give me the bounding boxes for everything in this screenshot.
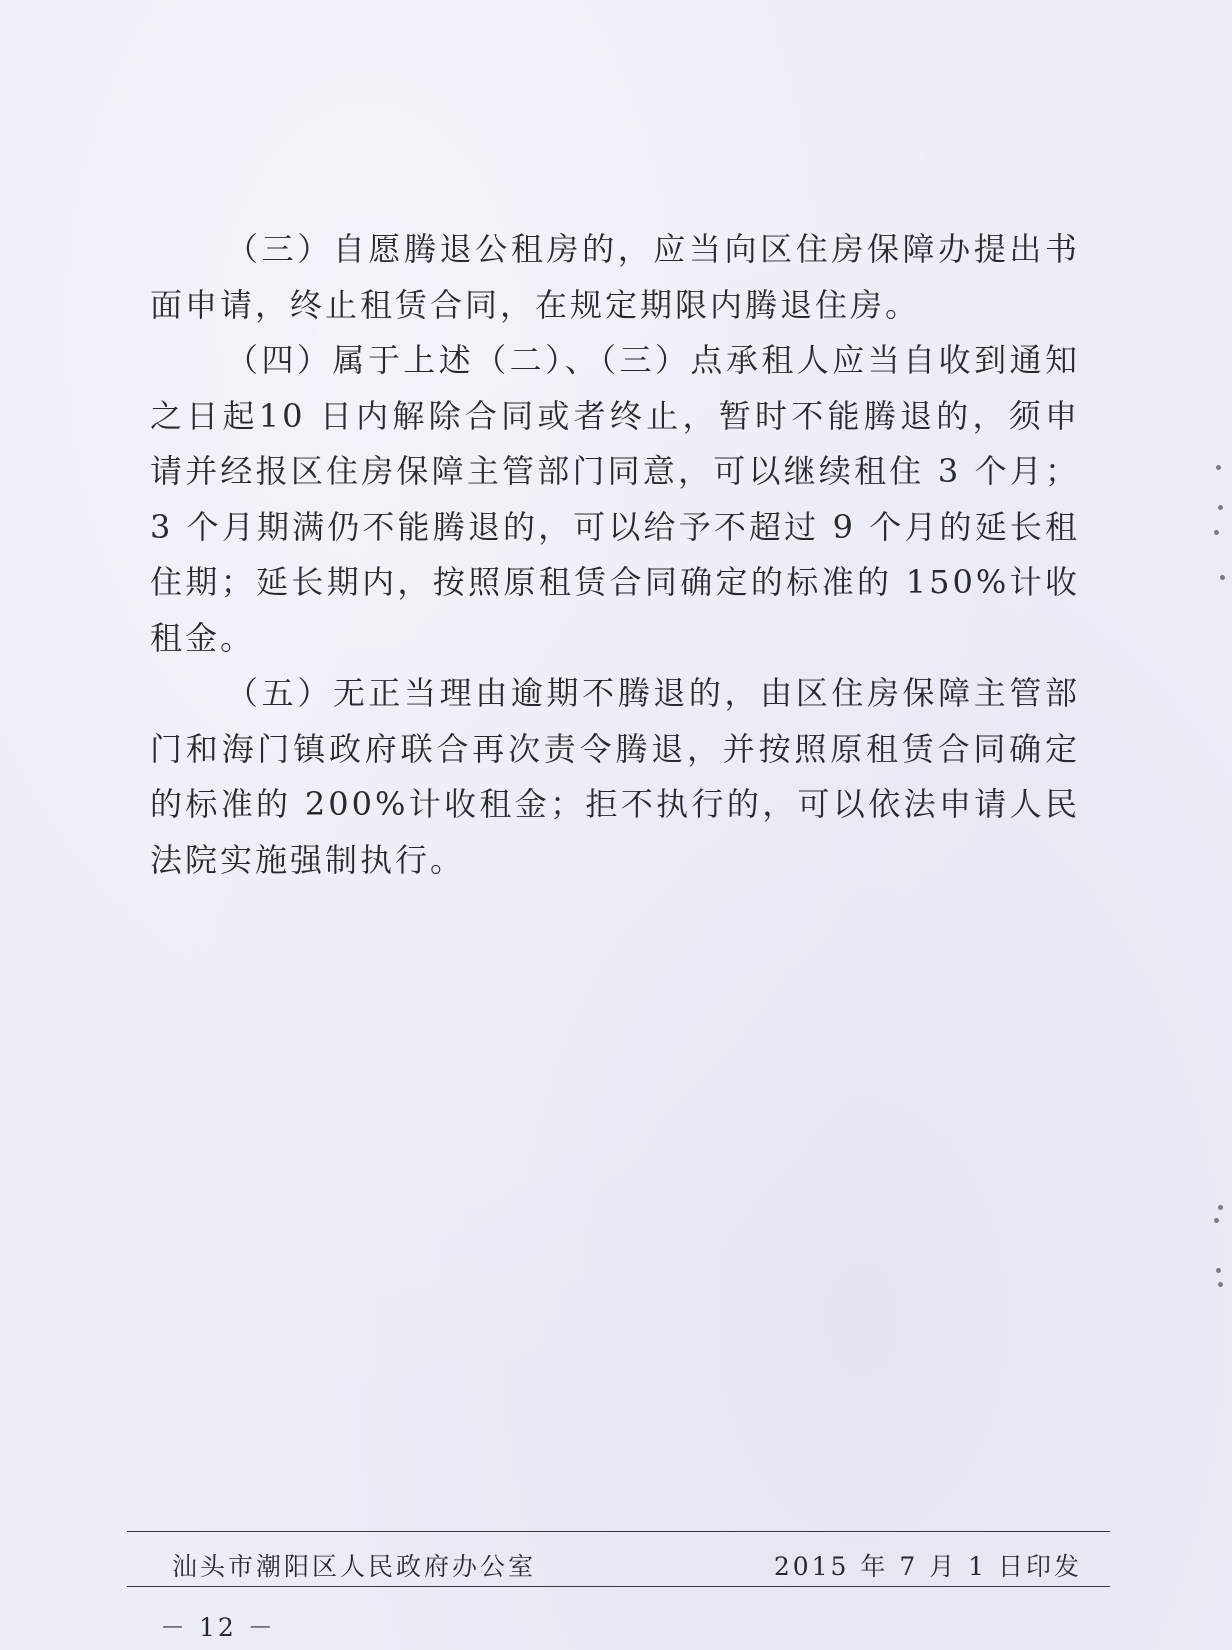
footer-top-rule (127, 1531, 1110, 1532)
binding-mark (1214, 530, 1219, 535)
issue-date: 2015 年 7 月 1 日印发 (773, 1552, 1082, 1581)
paragraph-3: （三）自愿腾退公租房的，应当向区住房保障办提出书面申请，终止租赁合同，在规定期限内腾退住房。 (150, 230, 1080, 324)
paragraph-5: （五）无正当理由逾期不腾退的，由区住房保障主管部门和海门镇政府联合再次责令腾退，并按照原租赁合同确定的标准的 200%计收租金；拒不执行的，可以依法申请人民法院实施强制执行。 (150, 674, 1080, 879)
binding-mark (1220, 575, 1225, 580)
binding-mark (1216, 465, 1221, 470)
document-body (150, 222, 1080, 888)
issuer-name: 汕头市潮阳区人民政府办公室 (172, 1552, 537, 1581)
binding-mark (1218, 1205, 1223, 1210)
footer-bottom-rule (127, 1586, 1110, 1587)
binding-mark (1214, 1218, 1219, 1223)
binding-mark (1218, 1282, 1223, 1287)
binding-mark (1218, 505, 1223, 510)
page-number: － 12 － (160, 1613, 276, 1642)
paragraph-4: （四）属于上述（二）、（三）点承租人应当自收到通知之日起10 日内解除合同或者终止，暂时不能腾退的，须申请并经报区住房保障主管部门同意，可以继续租住 3 个月；3 个月期满仍不能腾退的，可以给予不超过 9 个月的延长租住期；延长期内，按照原租赁合同确定的标准的 150%计收租金。 (150, 341, 1080, 657)
binding-mark (1216, 1268, 1221, 1273)
